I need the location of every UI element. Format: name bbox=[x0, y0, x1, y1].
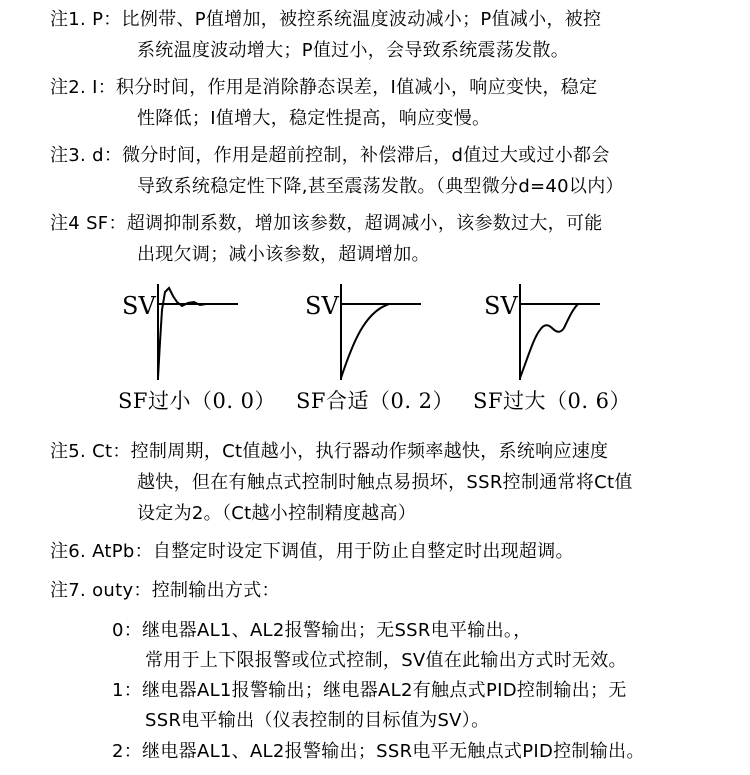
sv-label: SV bbox=[484, 292, 518, 320]
option-0-line-1: 0：继电器AL1、AL2报警输出；无SSR电平输出。， bbox=[112, 620, 532, 641]
note-7-line-1: 注7. outy：控制输出方式： bbox=[50, 580, 280, 601]
sv-label: SV bbox=[305, 292, 339, 320]
response-curve-smooth bbox=[341, 304, 389, 378]
graph-sf-small bbox=[120, 282, 240, 382]
option-1-line-1: 1：继电器AL1报警输出；继电器AL2有触点式PID控制输出；无 bbox=[112, 680, 627, 701]
response-curve-overshoot bbox=[158, 288, 212, 378]
note-4-line-1: 注4 SF：超调抑制系数，增加该参数，超调减小，该参数过大，可能 bbox=[50, 213, 603, 234]
response-curve-undershoot bbox=[520, 304, 578, 378]
note-5-line-1: 注5. Ct：控制周期，Ct值越小，执行器动作频率越快，系统响应速度 bbox=[50, 441, 609, 462]
note-3-line-2: 导致系统稳定性下降,甚至震荡发散。（典型微分d=40以内） bbox=[137, 176, 624, 197]
note-1-line-1: 注1. P：比例带、P值增加，被控系统温度波动减小；P值减小，被控 bbox=[50, 9, 602, 30]
sv-label: SV bbox=[122, 292, 156, 320]
note-6-line-1: 注6. AtPb：自整定时设定下调值，用于防止自整定时出现超调。 bbox=[50, 541, 574, 562]
note-3-line-1: 注3. d：微分时间，作用是超前控制，补偿滞后，d值过大或过小都会 bbox=[50, 145, 610, 166]
note-2-line-2: 性降低；I值增大，稳定性提高，响应变慢。 bbox=[137, 108, 491, 129]
graph-sf-suitable bbox=[303, 282, 423, 382]
option-2-line-1: 2：继电器AL1、AL2报警输出；SSR电平无触点式PID控制输出。 bbox=[112, 741, 645, 762]
graph-sf-large bbox=[482, 282, 602, 382]
note-2-line-1: 注2. I：积分时间，作用是消除静态误差，I值减小，响应变快，稳定 bbox=[50, 77, 598, 98]
graph-2-caption: SF合适（0. 2） bbox=[296, 389, 455, 413]
note-5-line-2: 越快，但在有触点式控制时触点易损坏，SSR控制通常将Ct值 bbox=[137, 472, 633, 493]
option-1-line-2: SSR电平输出（仪表控制的目标值为SV）。 bbox=[145, 710, 490, 731]
graph-3-caption: SF过大（0. 6） bbox=[473, 389, 632, 413]
note-4-line-2: 出现欠调；减小该参数，超调增加。 bbox=[137, 244, 430, 265]
graph-1-caption: SF过小（0. 0） bbox=[118, 389, 277, 413]
option-0-line-2: 常用于上下限报警或位式控制，SV值在此输出方式时无效。 bbox=[145, 650, 627, 671]
note-5-line-3: 设定为2。（Ct越小控制精度越高） bbox=[137, 503, 417, 524]
note-1-line-2: 系统温度波动增大；P值过小，会导致系统震荡发散。 bbox=[137, 40, 570, 61]
